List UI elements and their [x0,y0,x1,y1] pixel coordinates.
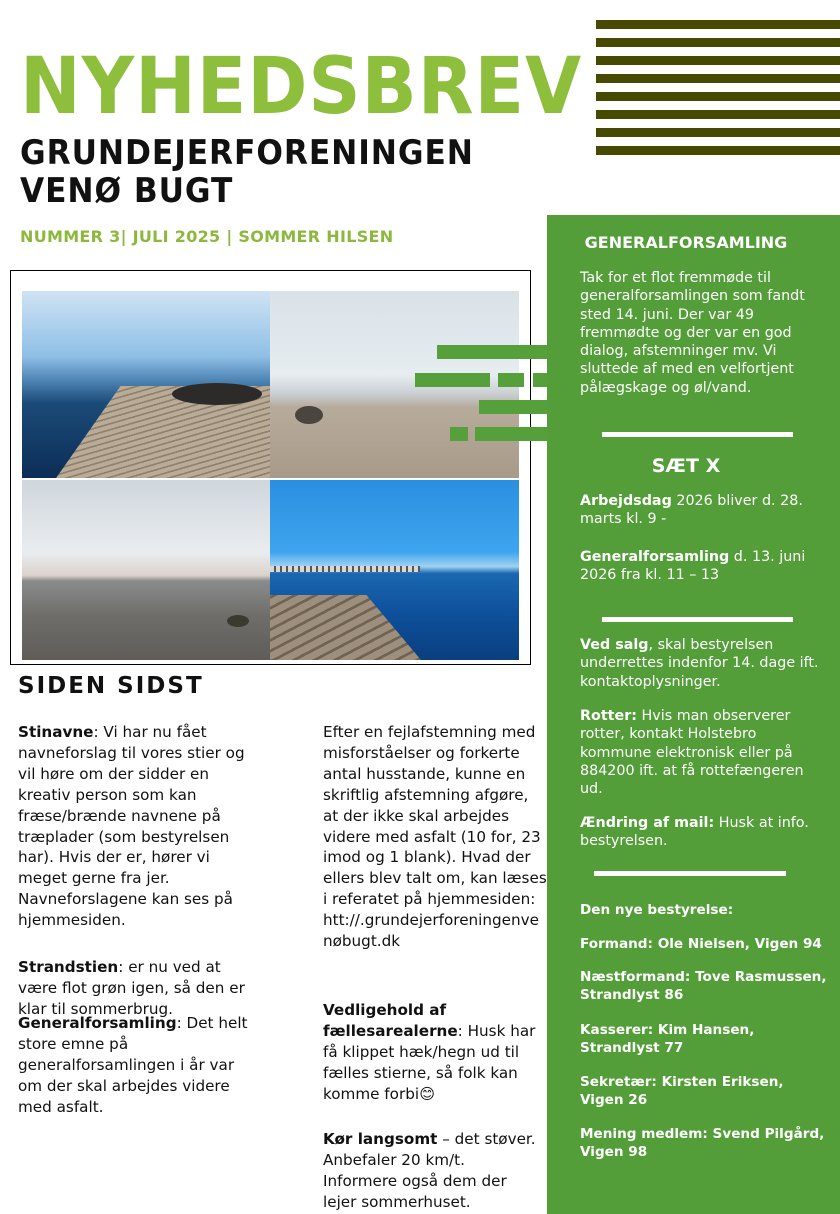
paragraph-vote [323,722,548,952]
sidebar-arbejdsdag [580,492,828,529]
label: Generalforsamling [580,549,730,565]
text: 2026 bliver d. 28. marts kl. 9 - [580,493,803,528]
board-member: Mening medlem: Svend Pilgård, Vigen 98 [580,1126,825,1160]
text: : Husk har få klippet hæk/hegn ud til fælles stierne, så folk kan komme forbi [323,1021,536,1103]
paragraph-generalforsamling [18,1013,250,1118]
sidebar-rotter [580,707,828,798]
stripe [596,38,840,47]
sea-stone-photo [22,480,270,660]
stripe [596,128,840,137]
stripe [596,20,840,29]
label: Rotter: [580,708,637,724]
issue-line: NUMMER 3| JULI 2025 | SOMMER HILSEN [20,227,394,246]
board-member: Sekretær: Kirsten Eriksen, Vigen 26 [580,1074,784,1108]
sidebar-gf-text: Tak for et flot fremmøde til generalforsamlingen som fandt sted 14. juni. Der var 49 fremmødte og der var en god dialog, afstemninger mv. Vi sluttede af med en velfortjent pålægskage og øl/vand. [580,270,805,396]
pier-at-sea-photo [22,291,270,478]
green-bar [475,427,547,441]
label: Kør langsomt [323,1130,438,1148]
stripe [596,56,840,65]
sidebar-panel [547,215,840,1214]
green-bar [450,427,468,441]
paragraph-stinavne [18,722,250,931]
smiley-icon: 😊 [419,1084,435,1103]
org-line-2: VENØ BUGT [20,171,234,211]
stripe [596,92,840,101]
green-bar [533,373,547,387]
website-link[interactable]: htt://.grundejerforeningenvenøbugt.dk [323,911,539,951]
sidebar-heading-saet-x: SÆT X [651,455,721,477]
stripe [596,146,840,155]
text: : er nu ved at være flot grøn igen, så den er klar til sommerbrug. [18,958,245,1018]
board-member: Kasserer: Kim Hansen, Strandlyst 77 [580,1022,755,1056]
stripe [596,74,840,83]
board-member: Næstformand: Tove Rasmussen, Strandlyst 86 [580,969,827,1003]
text: : Det helt store emne på generalforsamlingen i år var om der skal arbejdes videre med asfalt. [18,1014,248,1116]
text: , skal bestyrelsen underrettes indenfor 14. dage ift. kontaktoplysninger. [580,637,819,690]
text: Hvis man observerer rotter, kontakt Holstebro kommune elektronisk eller på 884200 ift. at få rottefængeren ud. [580,708,804,798]
text: – det støver. Anbefaler 20 km/t. Informere også dem der lejer sommerhuset. [323,1130,536,1211]
text: d. 13. juni 2026 fra kl. 11 – 13 [580,549,806,584]
stripe [596,110,840,119]
divider [594,871,786,876]
label: Generalforsamling [18,1014,177,1032]
label: Arbejdsdag [580,493,672,509]
text: Efter en fejlafstemning med misforståelser og forkerte antal husstande, kunne en skriftlig afstemning afgøre, at der ikke skal arbejdes videre med asfalt (10 for, 23 imod og 1 blank). Hvad der ellers blev talt om, kan læses i referatet på hjemmesiden: [323,723,547,909]
label: Vedligehold af fællesarealerne [323,1001,458,1040]
board-member: Formand: Ole Nielsen, Vigen 94 [580,936,822,952]
text: : Vi har nu fået navneforslag til vores stier og vil høre om der sidder en kreativ person som kan fræse/brænde navnene på træplader (som bestyrelsen har). Hvis der er, hører vi meget gerne fra jer. Navneforslagene kan ses på hjemmesiden. [18,723,245,930]
label: Strandstien [18,958,119,976]
paragraph-vedligehold [323,1000,543,1105]
green-bar [437,345,547,359]
green-bar [415,373,490,387]
sidebar-ved-salg [580,636,828,691]
label: Ændring af mail: [580,815,715,831]
sidebar-generalforsamling-date [580,548,828,585]
divider [602,617,793,622]
text: Husk at info. bestyrelsen. [580,815,809,850]
green-bar [498,373,524,387]
label: Ved salg [580,637,649,653]
divider [602,432,793,437]
org-line-1: GRUNDEJERFORENINGEN [20,133,474,173]
sidebar-mail [580,814,828,851]
section-heading-siden-sidst: SIDEN SIDST [18,673,204,699]
board-heading: Den nye bestyrelse: [580,902,734,918]
green-bar [479,400,547,414]
newsletter-title: NYHEDSBREV [20,42,583,132]
label: Stinavne [18,723,94,741]
paragraph-strandstien [18,957,250,1020]
organization-name [20,134,474,210]
sidebar-heading-generalforsamling: GENERALFORSAMLING [584,233,788,252]
paragraph-kor-langsomt [323,1129,543,1213]
harbor-pier-photo [270,480,519,660]
